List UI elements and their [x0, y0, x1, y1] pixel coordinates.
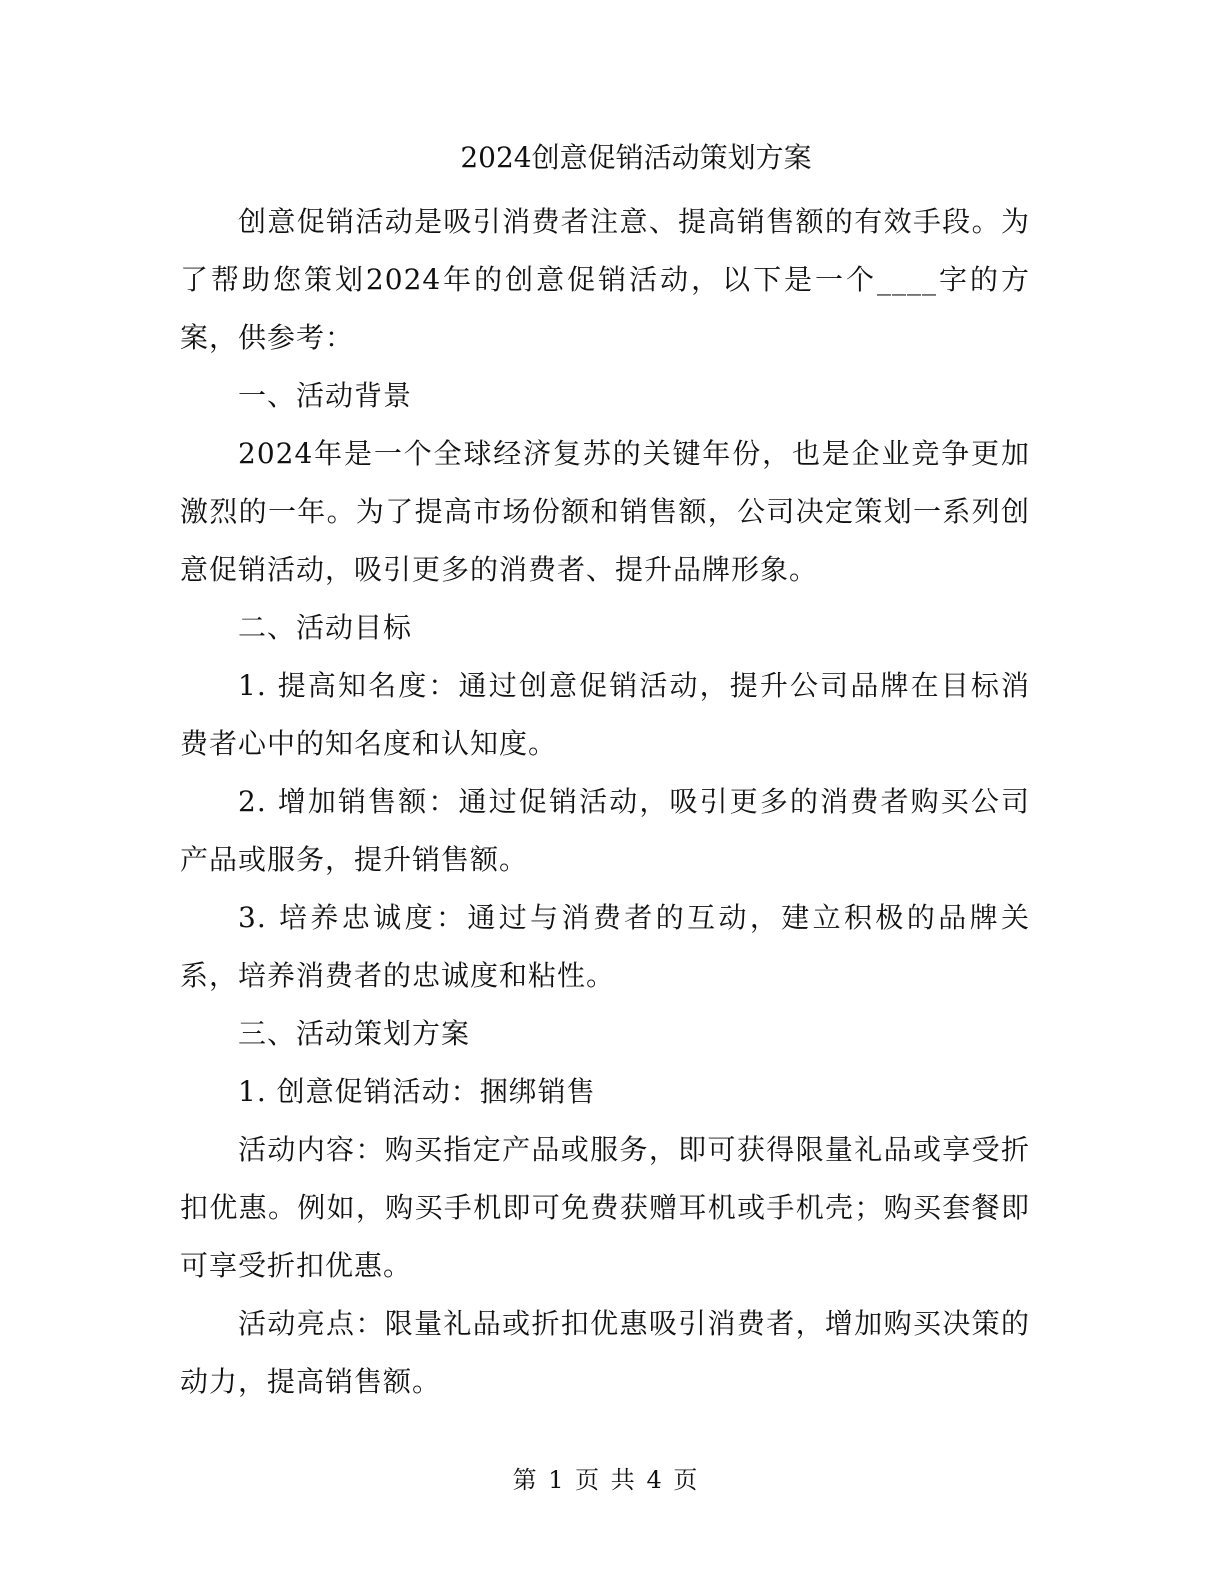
plan-highlight-paragraph: 活动亮点：限量礼品或折扣优惠吸引消费者，增加购买决策的动力，提高销售额。 [180, 1307, 1030, 1398]
document-body [180, 193, 1030, 1411]
intro-paragraph: 创意促销活动是吸引消费者注意、提高销售额的有效手段。为了帮助您策划2024年的创意促销活动，以下是一个____字的方案，供参考： [180, 205, 1030, 354]
goal-item-sales: 2. 增加销售额：通过促销活动，吸引更多的消费者购买公司产品或服务，提升销售额。 [180, 785, 1030, 876]
document-title: 2024创意促销活动策划方案 [460, 141, 812, 174]
plan-content-paragraph: 活动内容：购买指定产品或服务，即可获得限量礼品或享受折扣优惠。例如，购买手机即可免费获赠耳机或手机壳；购买套餐即可享受折扣优惠。 [180, 1133, 1030, 1282]
plan-item-bundle: 1. 创意促销活动：捆绑销售 [238, 1075, 596, 1108]
goal-item-loyalty: 3. 培养忠诚度：通过与消费者的互动，建立积极的品牌关系，培养消费者的忠诚度和粘性。 [180, 901, 1030, 992]
section-heading-background: 一、活动背景 [238, 379, 413, 412]
page-number-footer: 第 1 页 共 4 页 [512, 1466, 700, 1494]
background-paragraph: 2024年是一个全球经济复苏的关键年份，也是企业竞争更加激烈的一年。为了提高市场份额和销售额，公司决定策划一系列创意促销活动，吸引更多的消费者、提升品牌形象。 [180, 437, 1030, 586]
section-heading-plan: 三、活动策划方案 [238, 1017, 471, 1050]
goal-item-awareness: 1. 提高知名度：通过创意促销活动，提升公司品牌在目标消费者心中的知名度和认知度。 [180, 669, 1030, 760]
section-heading-goals: 二、活动目标 [238, 611, 413, 644]
